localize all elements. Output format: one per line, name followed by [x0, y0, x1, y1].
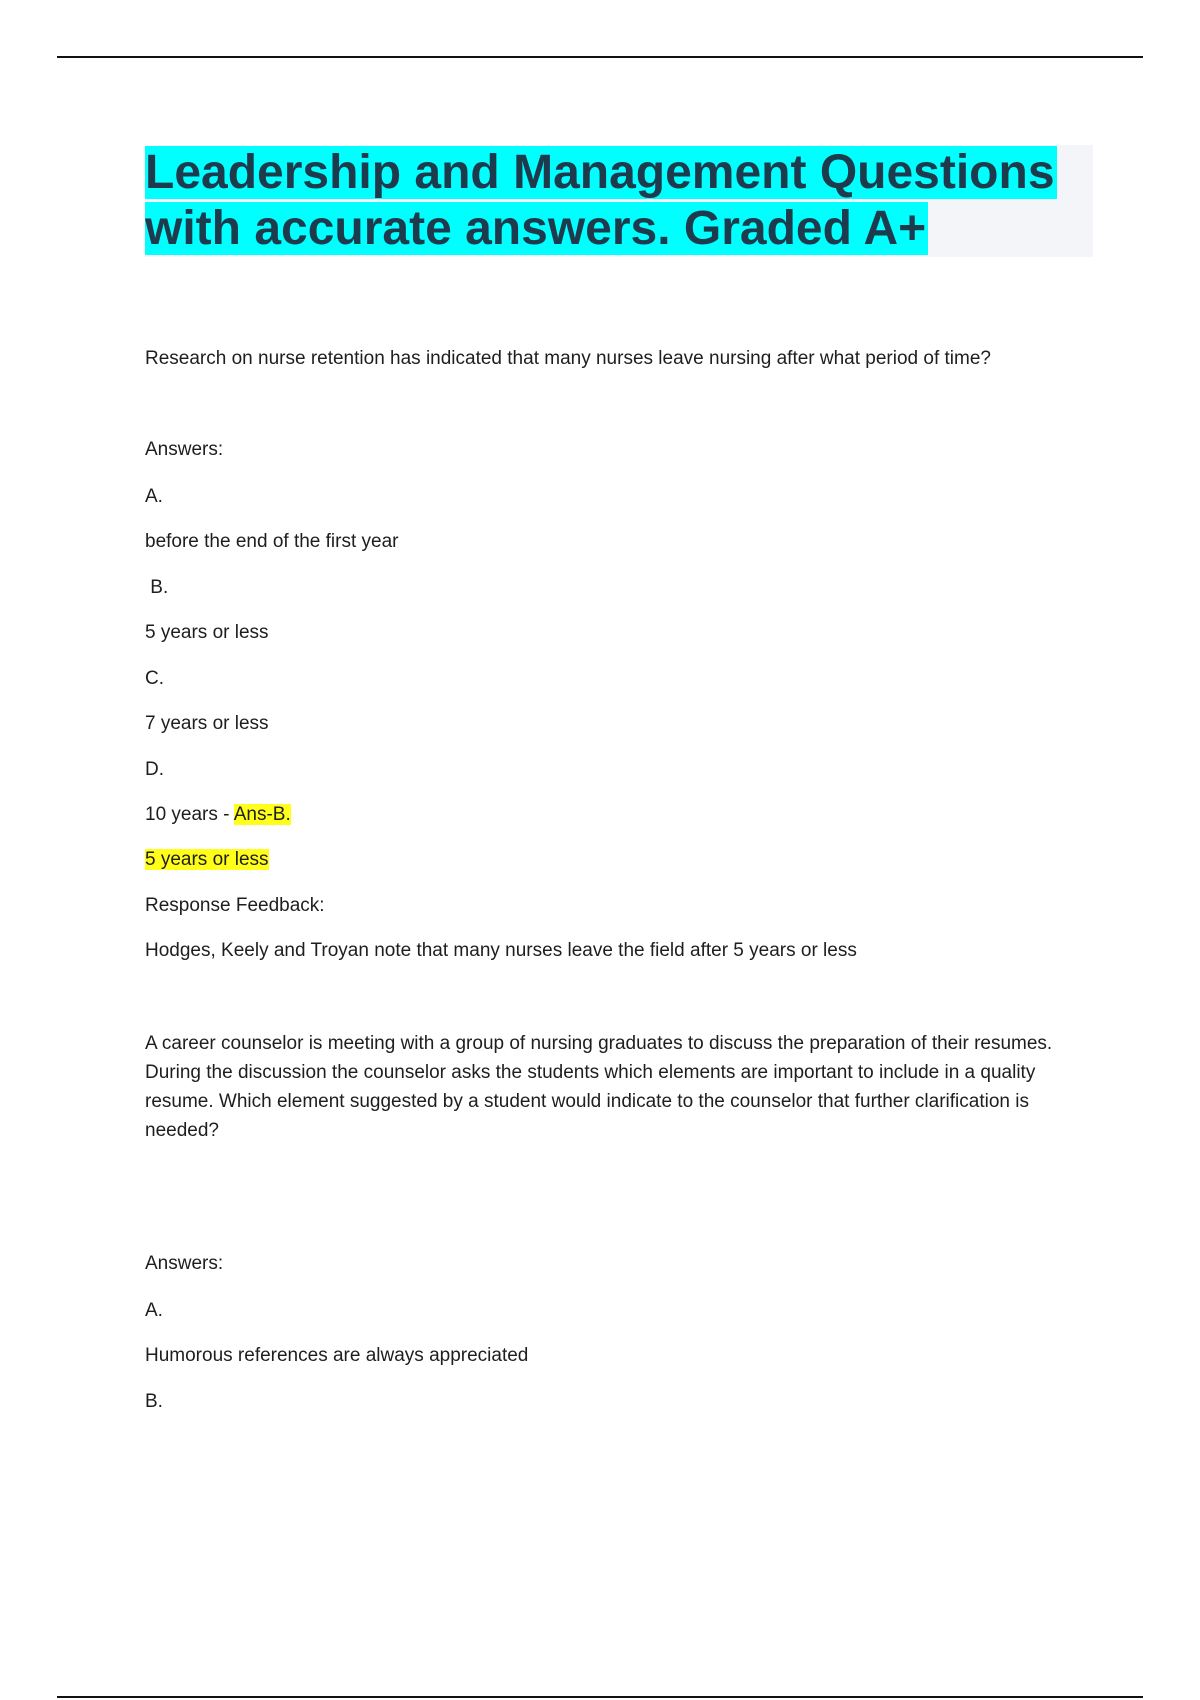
question-1-option-b-letter: B. [145, 577, 169, 598]
question-1-answer-key: Ans-B. [233, 804, 291, 825]
question-1-answer-line [145, 846, 269, 874]
header-rule [57, 56, 1143, 58]
question-1-option-d-letter: D. [145, 759, 164, 780]
question-2-answers-label: Answers: [145, 1253, 224, 1274]
question-1-text: Research on nurse retention has indicated that many nurses leave nursing after what period of time? [145, 348, 991, 369]
footer-rule [57, 1696, 1143, 1698]
question-1-option-b-text: 5 years or less [145, 622, 269, 643]
question-1-answer-text: 5 years or less [145, 849, 269, 870]
question-1-feedback-label: Response Feedback: [145, 895, 325, 916]
question-2-option-b-letter: B. [145, 1391, 163, 1412]
question-1-option-c-letter: C. [145, 668, 164, 689]
question-1-answers-label: Answers: [145, 439, 224, 460]
title-line-1: Leadership and Management Questions [145, 146, 1055, 199]
title-line-2: with accurate answers. Graded A+ [145, 202, 927, 255]
question-1-option-a-letter: A. [145, 486, 163, 507]
document-title [145, 145, 1105, 257]
question-1-option-c-text: 7 years or less [145, 713, 269, 734]
question-2-option-a-letter: A. [145, 1300, 163, 1321]
question-1-option-a-text: before the end of the first year [145, 531, 399, 552]
question-1-feedback-text: Hodges, Keely and Troyan note that many nurses leave the field after 5 years or less [145, 940, 857, 961]
question-2-text: A career counselor is meeting with a group of nursing graduates to discuss the preparation of their resumes. During the discussion the counselor asks the students which elements are important to include in a quality resume. Which element suggested by a student would indicate to the counselor that further clarification is needed? [145, 1033, 1053, 1141]
question-1-option-d-text: 10 years - [145, 804, 234, 825]
question-2-option-a-text: Humorous references are always appreciated [145, 1345, 529, 1366]
question-1-option-d-line [145, 801, 291, 829]
